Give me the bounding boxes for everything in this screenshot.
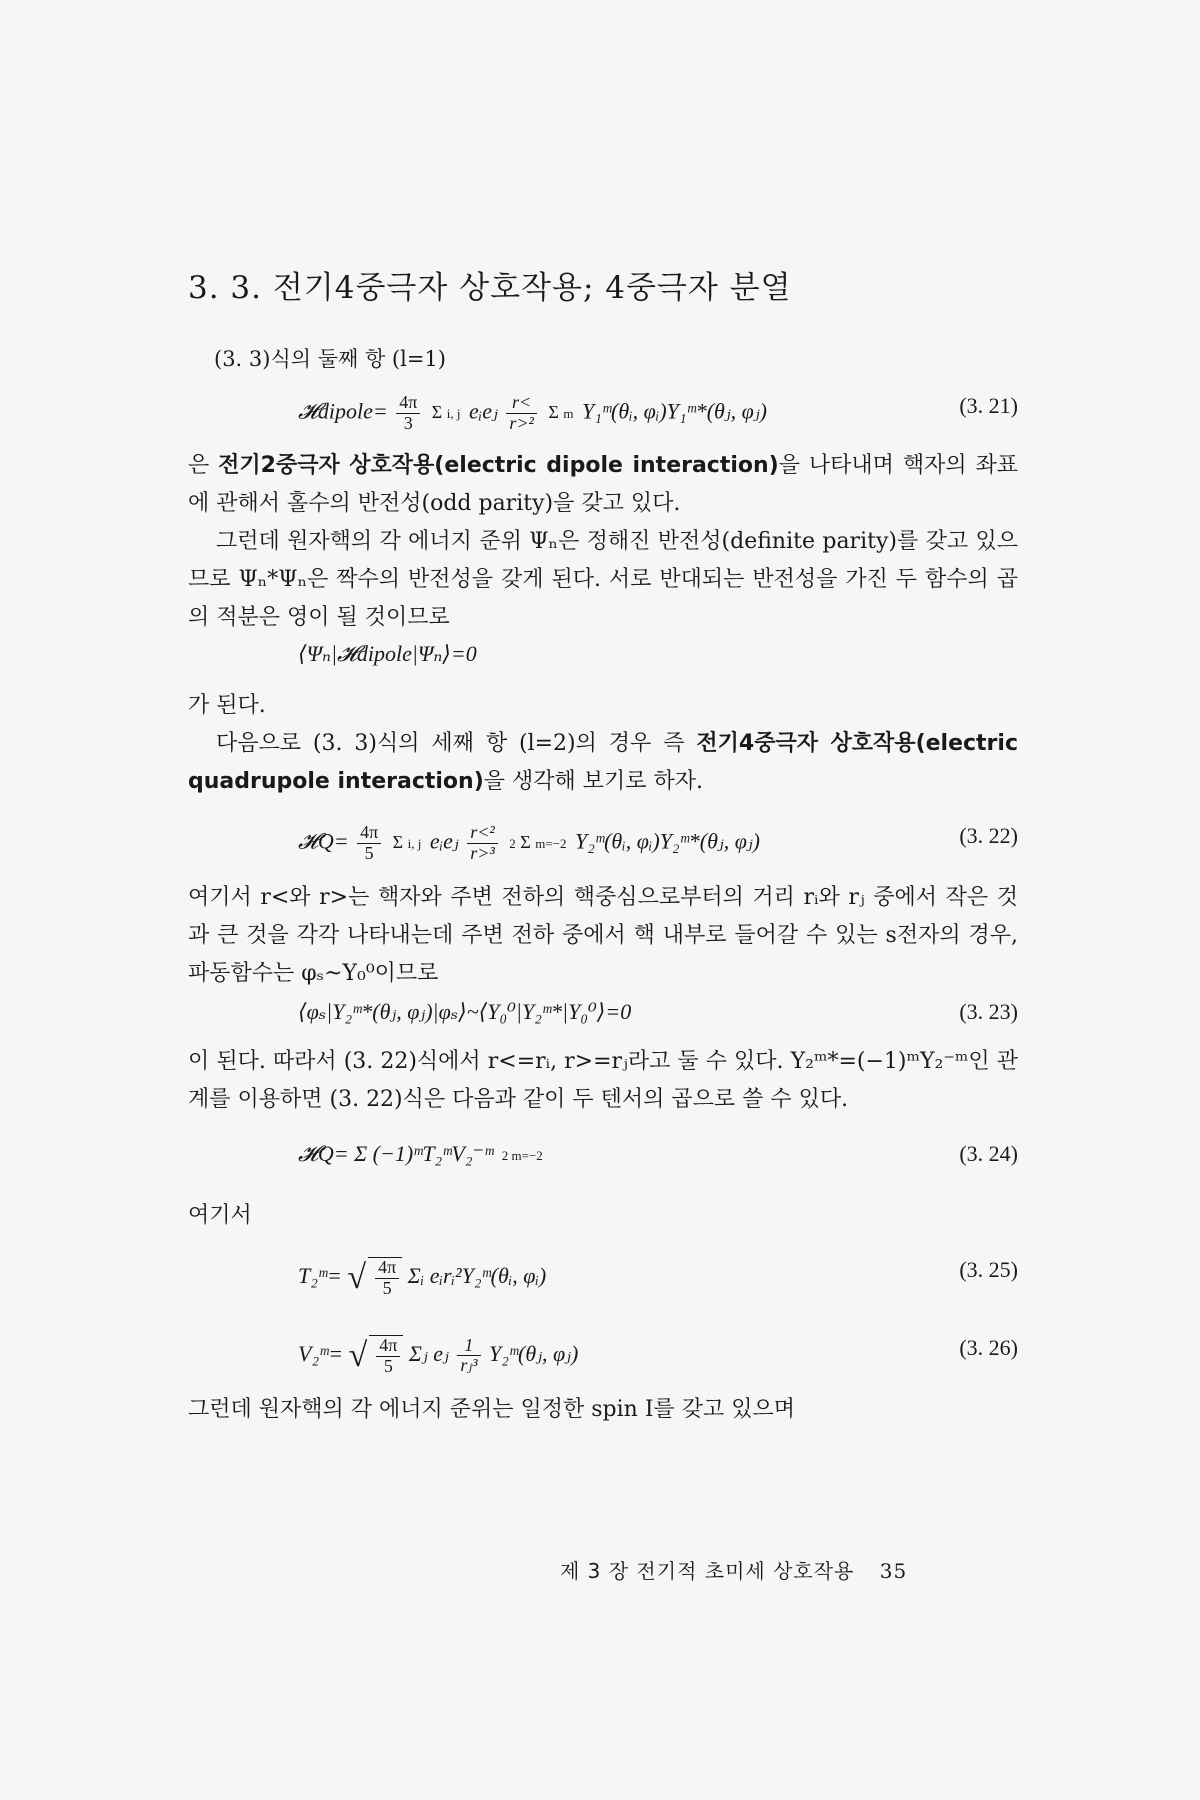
equation-expression (298, 823, 760, 864)
fraction (457, 1336, 480, 1377)
equation-number: (3. 25) (959, 1257, 1018, 1282)
equation-dipole-zero (188, 637, 1018, 687)
fraction-denominator: 5 (383, 1355, 393, 1376)
bold-term: 전기2중극자 상호작용(electric dipole interaction) (218, 453, 779, 478)
chapter-title: 제 3 장 전기적 초미세 상호작용 (560, 1559, 855, 1583)
fraction-numerator: 4π (357, 823, 381, 844)
equation-expression: ⟨Ψₙ|𝓗dipole|Ψₙ⟩=0 (298, 641, 477, 666)
equation-number: (3. 22) (959, 823, 1018, 848)
fraction-denominator: 5 (364, 842, 374, 863)
sum-subscript: m=−2 (535, 836, 567, 852)
fraction (375, 1258, 399, 1299)
text-run: 다음으로 (3. 3)식의 세째 항 (l=2)의 경우 즉 (216, 731, 697, 756)
equation-3-24 (188, 1119, 1018, 1197)
equation-expression (298, 1257, 546, 1299)
fraction-denominator: 5 (382, 1277, 392, 1298)
equation-number: (3. 23) (959, 999, 1018, 1024)
intro-line: (3. 3)식의 둘째 항 (l=1) (214, 347, 446, 371)
paragraph-1 (188, 447, 1018, 523)
sum-sign (432, 403, 461, 423)
text-run: 을 나타내며 핵자의 좌표에 관해서 홀수의 반전성(odd parity)을 갖고 있다. (188, 453, 1018, 516)
sum-subscript: m=−2 (511, 1147, 543, 1163)
sum-expression: Σᵢ eᵢrᵢ²Y₂ᵐ(θᵢ, φᵢ) (407, 1262, 547, 1288)
equation-number: (3. 21) (959, 393, 1018, 418)
sum-sign (548, 403, 573, 423)
sum-symbol: Σ (392, 832, 404, 853)
fraction-numerator: r<² (467, 823, 498, 844)
fraction-denominator: 3 (403, 412, 413, 433)
eq-lhs: V₂ᵐ= (298, 1340, 344, 1366)
harmonic-expression: Y₂ᵐ(θⱼ, φⱼ) (489, 1340, 579, 1366)
text-run: 은 (188, 453, 219, 478)
fraction (506, 393, 537, 434)
paragraph-7: 여기서 (188, 1203, 252, 1228)
sum-subscript: i, j (407, 836, 422, 852)
harmonics-product: Y₁ᵐ(θᵢ, φᵢ)Y₁ᵐ*(θⱼ, φⱼ) (582, 398, 767, 424)
equation-number: (3. 26) (959, 1335, 1018, 1360)
sum-symbol: Σ (520, 832, 531, 853)
sum-symbol: Σ (548, 402, 559, 423)
harmonics-product: Y₂ᵐ(θᵢ, φᵢ)Y₂ᵐ*(θⱼ, φⱼ) (575, 828, 761, 854)
fraction-denominator: r>³ (470, 842, 495, 863)
sqrt-icon: √ (348, 1336, 368, 1374)
fraction-denominator: rⱼ³ (460, 1355, 478, 1376)
fraction-numerator: 1 (457, 1336, 480, 1357)
fraction-denominator: r>² (509, 412, 534, 433)
fraction-numerator: 4π (375, 1258, 399, 1279)
paragraph-5: 여기서 r<와 r>는 핵자와 주변 전하의 핵중심으로부터의 거리 rᵢ와 rⱼ 중에서 작은 것과 큰 것을 각각 나타내는데 주변 전하 중에서 핵 내부로 들어갈 수 있는 s전자의 경우, 파동함수는 φₛ~Y₀⁰이므로 (188, 885, 1018, 986)
fraction-numerator: r< (506, 393, 537, 414)
charge-product: eᵢeⱼ (469, 398, 498, 424)
fraction (376, 1336, 400, 1377)
equation-3-26 (188, 1313, 1018, 1391)
fraction (357, 823, 381, 864)
sqrt-body (368, 1257, 402, 1299)
sum-superscript: 2 (501, 1147, 509, 1163)
paragraph-3: 가 된다. (188, 693, 266, 718)
fraction (467, 823, 498, 864)
text-run: 을 생각해 보기로 하자. (483, 769, 704, 794)
sum-sign (509, 833, 566, 853)
sum-subscript: m (563, 406, 574, 422)
equation-expression (298, 1141, 546, 1167)
charge-product: eᵢeⱼ (429, 828, 459, 854)
sqrt-icon: √ (347, 1258, 367, 1296)
equation-expression (298, 1335, 578, 1377)
page-content (188, 262, 1018, 1429)
equation-3-25 (188, 1235, 1018, 1313)
sum-limits (502, 1149, 543, 1163)
equation-3-23 (188, 993, 1018, 1043)
page-footer (560, 1555, 907, 1584)
equation-expression: ⟨φₛ|Y₂ᵐ*(θⱼ, φⱼ)|φₛ⟩~⟨Y₀⁰|Y₂ᵐ*|Y₀⁰⟩=0 (298, 999, 632, 1024)
fraction-numerator: 4π (376, 1336, 400, 1357)
paragraph-6: 이 된다. 따라서 (3. 22)식에서 r<=rᵢ, r>=rⱼ라고 둘 수 있다. Y₂ᵐ*=(−1)ᵐY₂⁻ᵐ인 관계를 이용하면 (3. 22)식은 다음과 같이 두 텐서의 곱으로 쓸 수 있다. (188, 1049, 1018, 1112)
sum-expression: Σⱼ eⱼ (408, 1340, 449, 1366)
fraction-numerator: 4π (396, 393, 420, 414)
equation-3-22 (188, 801, 1018, 879)
equation-number: (3. 24) (959, 1141, 1018, 1166)
equation-expression (298, 393, 767, 434)
paragraph-8: 그런데 원자핵의 각 에너지 준위는 일정한 spin I를 갖고 있으며 (188, 1397, 796, 1422)
paragraph-2: 그런데 원자핵의 각 에너지 준위 Ψₙ은 정해진 반전성(definite parity)를 갖고 있으므로 Ψₙ*Ψₙ은 짝수의 반전성을 갖게 된다. 서로 반대되는 반전성을 가진 두 함수의 곱의 적분은 영이 될 것이므로 (188, 529, 1018, 630)
equation-3-21 (188, 381, 1018, 447)
eq-lhs: 𝓗Q= (298, 828, 349, 854)
paragraph-4 (188, 725, 1018, 801)
bold-term: 전기4중극자 상호작용(electric quadrupole interaction) (188, 731, 1018, 794)
section-title: 3. 3. 전기4중극자 상호작용; 4중극자 분열 (188, 270, 792, 306)
eq-lhs: T₂ᵐ= (298, 1262, 342, 1288)
sum-subscript: i, j (446, 406, 461, 422)
sum-symbol: Σ (431, 402, 443, 423)
sum-superscript: 2 (509, 836, 516, 852)
eq-lhs: 𝓗dipole= (298, 398, 388, 424)
tensor-product-expression: 𝓗Q= Σ (−1)ᵐT₂ᵐV₂⁻ᵐ (298, 1141, 494, 1166)
sum-sign (393, 833, 422, 853)
page-number: 35 (879, 1559, 908, 1583)
sqrt-body (369, 1335, 403, 1377)
fraction (396, 393, 420, 434)
